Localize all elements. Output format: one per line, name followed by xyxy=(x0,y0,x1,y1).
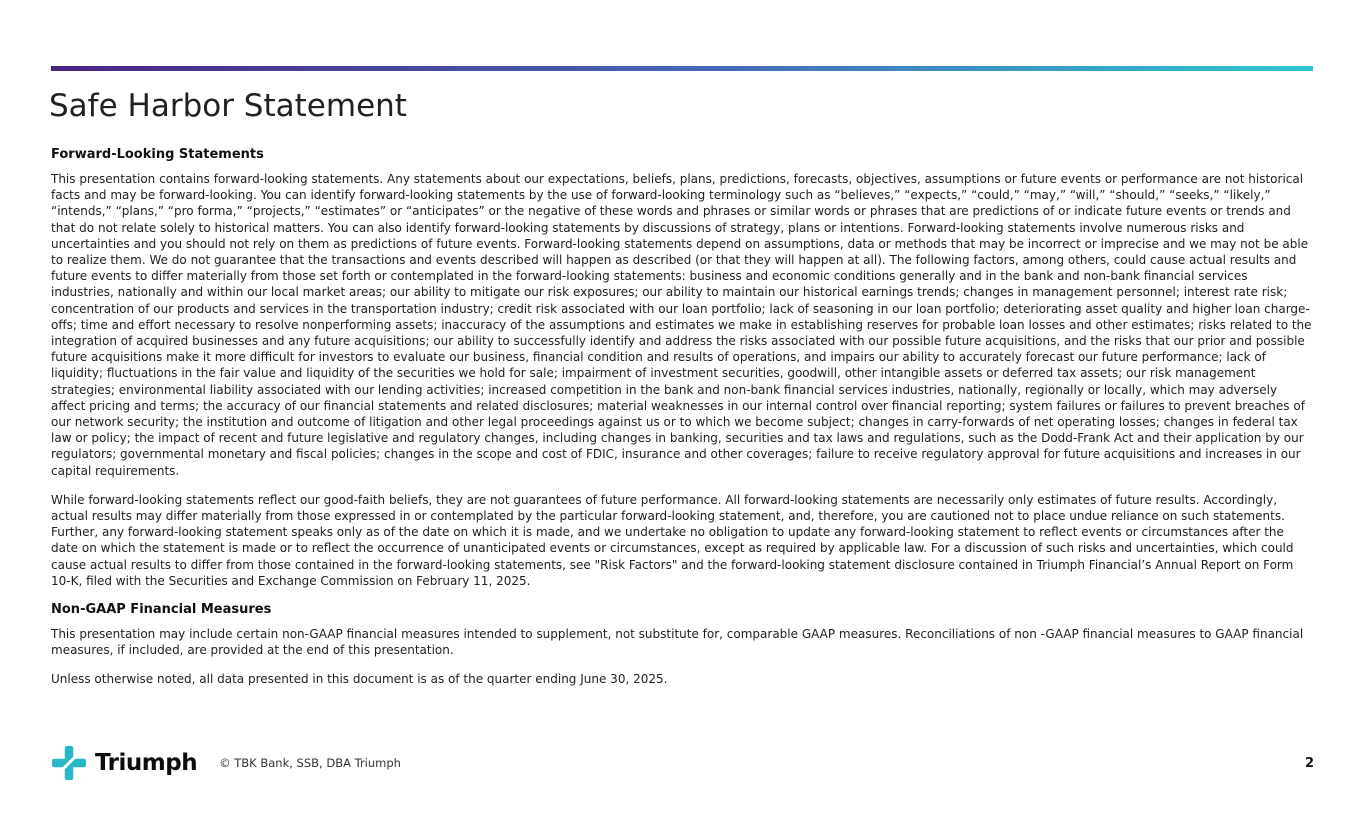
slide-footer xyxy=(51,740,1314,786)
page-number: 2 xyxy=(1304,755,1314,771)
paragraph-non-gaap-1: This presentation may include certain non-GAAP financial measures intended to supplement, not substitute for, comparable GAAP measures. Reconciliations of non -GAAP financial measures to GAAP financial measures, if included, are provided at the end of this presentation. xyxy=(51,627,1304,658)
accent-gradient-bar xyxy=(51,66,1313,71)
section-heading-forward-looking: Forward-Looking Statements xyxy=(51,147,264,162)
page-title: Safe Harbor Statement xyxy=(49,88,407,124)
copyright-text: © TBK Bank, SSB, DBA Triumph xyxy=(219,756,401,770)
triumph-logo xyxy=(51,745,197,781)
paragraph-data-as-of-note: Unless otherwise noted, all data presented in this document is as of the quarter ending June 30, 2025. xyxy=(51,672,668,687)
section-heading-non-gaap: Non-GAAP Financial Measures xyxy=(51,602,272,618)
paragraph-forward-looking-1: This presentation contains forward-looking statements. Any statements about our expectations, beliefs, plans, predictions, forecasts, objectives, assumptions or future events or performance are not historical facts and may be forward-looking. You can identify forward-looking statements by the use of forward-looking terminology such as “believes,” “expects,” “could,” “may,” “will,” “should,” “seeks,” “likely,” “intends,” “plans,” “pro forma,” “projects,” “estimates” or “anticipates” or the negative of these words and phrases or similar words or phrases that are predictions of or indicate future events or trends and that do not relate solely to historical matters. You can also identify forward-looking statements by discussions of strategy, plans or intentions. Forward-looking statements involve numerous risks and uncertainties and you should not rely on them as predictions of future events. Forward-looking statements depend on assumptions, data or methods that may be incorrect or imprecise and we may not be able to realize them. We do not guarantee that the transactions and events described will happen as described (or that they will happen at all). The following factors, among others, could cause actual results and future events to differ materially from those set forth or contemplated in the forward-looking statements: business and economic conditions generally and in the bank and non-bank financial services industries, nationally and within our local market areas; our ability to mitigate our risk exposures; our ability to maintain our historical earnings trends; changes in management personnel; interest rate risk; concentration of our products and services in the transportation industry; credit risk associated with our loan portfolio; lack of seasoning in our loan portfolio; deteriorating asset quality and higher loan charge-offs; time and effort necessary to resolve nonperforming assets; inaccuracy of the assumptions and estimates we make in establishing reserves for probable loan losses and other estimates; risks related to the integration of acquired businesses and any future acquisitions; our ability to successfully identify and address the risks associated with our possible future acquisitions, and the risks that our prior and possible future acquisitions make it more difficult for investors to evaluate our business, financial condition and results of operations, and impairs our ability to accurately forecast our future performance; lack of liquidity; fluctuations in the fair value and liquidity of the securities we hold for sale; impairment of investment securities, goodwill, other intangible assets or deferred tax assets; our risk management strategies; environmental liability associated with our lending activities; increased competition in the bank and non-bank financial services industries, nationally, regionally or locally, which may adversely affect pricing and terms; the accuracy of our financial statements and related disclosures; material weaknesses in our internal control over financial reporting; system failures or failures to prevent breaches of our network security; the institution and outcome of litigation and other legal proceedings against us or to which we become subject; changes in carry-forwards of net operating losses; changes in federal tax law or policy; the impact of recent and future legislative and regulatory changes, including changes in banking, securities and tax laws and regulations, such as the Dodd-Frank Act and their application by our regulators; governmental monetary and fiscal policies; changes in the scope and cost of FDIC, insurance and other coverages; failure to receive regulatory approval for future acquisitions and increases in our capital requirements. xyxy=(51,172,1312,478)
triumph-cross-icon xyxy=(51,745,87,781)
triumph-logo-text: Triumph xyxy=(95,750,198,776)
slide-body xyxy=(51,147,1314,701)
paragraph-forward-looking-2: While forward-looking statements reflect our good-faith beliefs, they are not guarantees of future performance. All forward-looking statements are necessarily only estimates of future results. Accordingly, actual results may differ materially from those expressed in or contemplated by the particular forward-looking statement, and, therefore, you are cautioned not to place undue reliance on such statements. Further, any forward-looking statement speaks only as of the date on which it is made, and we undertake no obligation to update any forward-looking statement to reflect events or circumstances after the date on which the statement is made or to reflect the occurrence of unanticipated events or circumstances, except as required by applicable law. For a discussion of such risks and uncertainties, which could cause actual results to differ from those contained in the forward-looking statements, see "Risk Factors" and the forward-looking statement disclosure contained in Triumph Financial’s Annual Report on Form 10-K, filed with the Securities and Exchange Commission on February 11, 2025. xyxy=(51,492,1294,588)
